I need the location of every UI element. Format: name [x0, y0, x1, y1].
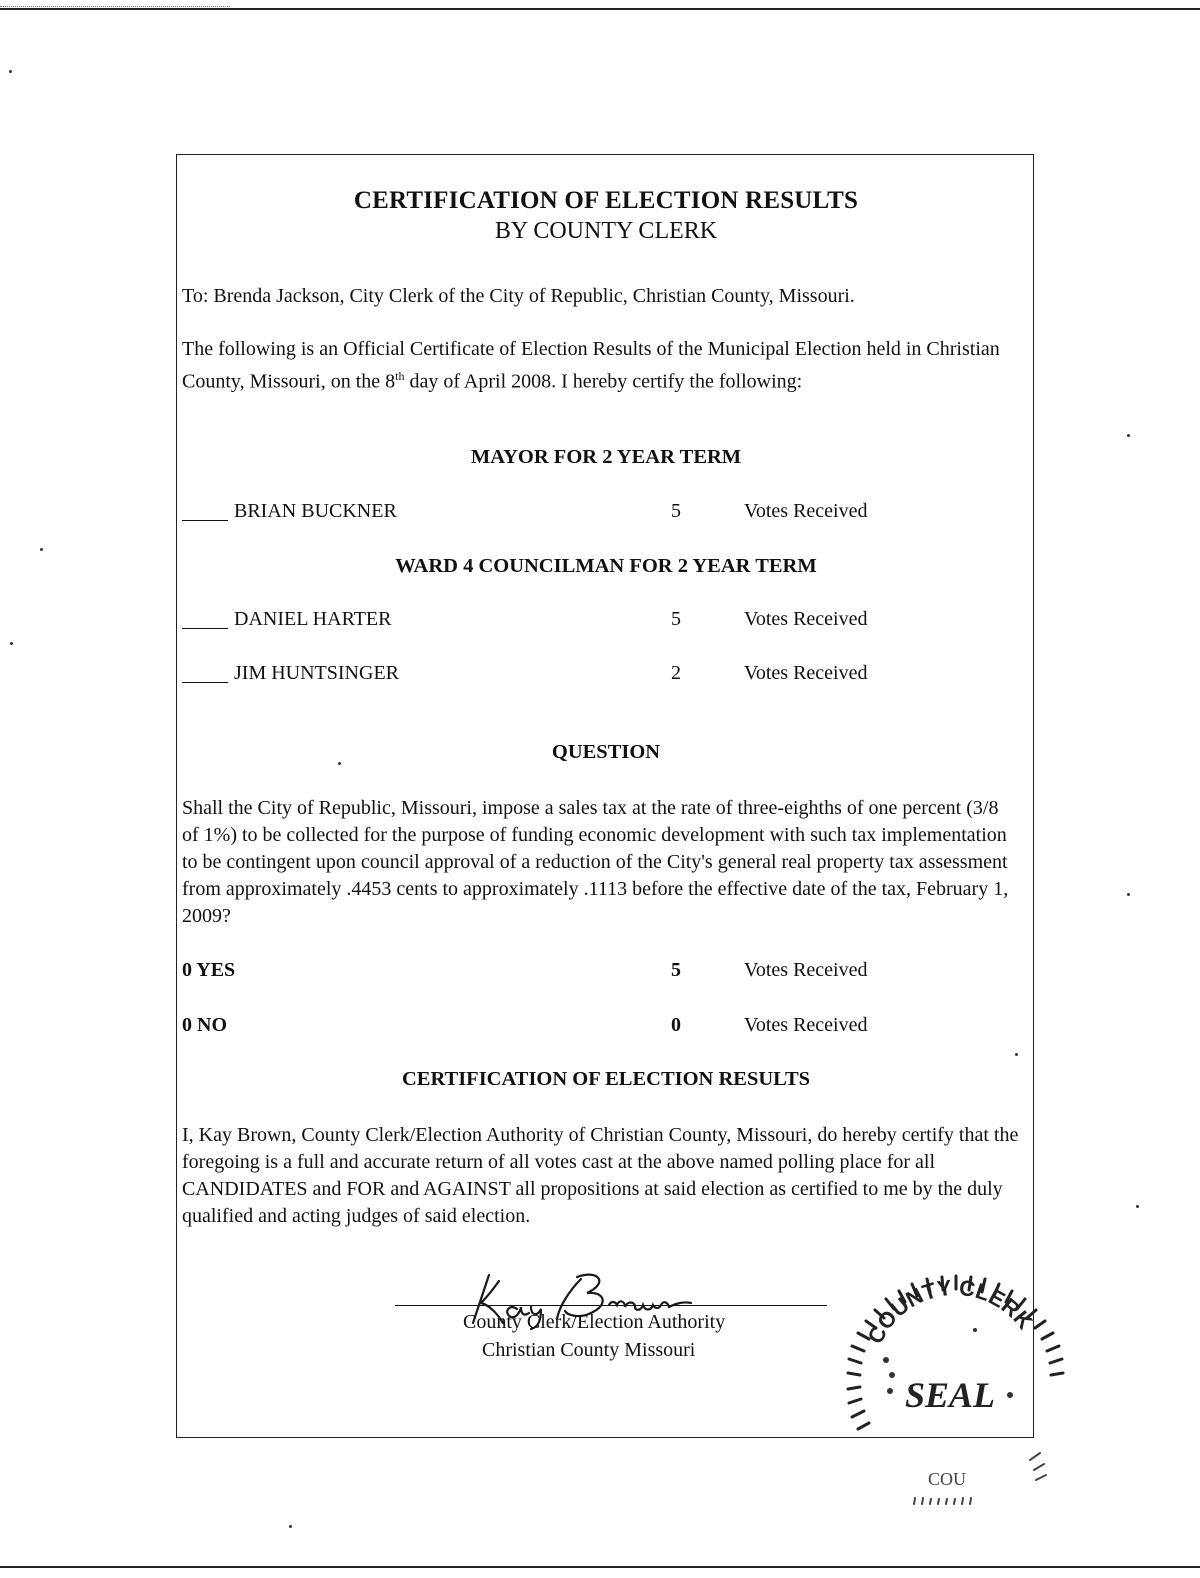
candidate-name: BRIAN BUCKNER [234, 500, 397, 522]
option-votes: 5 [671, 959, 681, 981]
question-heading: QUESTION [551, 741, 661, 763]
scan-speck [338, 762, 341, 765]
candidate-votes: 2 [671, 662, 681, 684]
ward-heading: WARD 4 COUNCILMAN FOR 2 YEAR TERM [395, 555, 817, 577]
scan-speck [1136, 1205, 1139, 1208]
option-votes: 0 [671, 1014, 681, 1036]
votes-received-label: Votes Received [744, 500, 868, 522]
option-row [182, 959, 1022, 987]
scan-speck [1015, 1053, 1018, 1056]
certification-heading: CERTIFICATION OF ELECTION RESULTS [401, 1068, 811, 1090]
candidate-row [182, 500, 1022, 528]
intro-text-end: day of April 2008. I hereby certify the following: [404, 370, 803, 393]
addressee-line: To: Brenda Jackson, City Clerk of the City of Republic, Christian County, Missouri. [182, 285, 855, 307]
scan-speck [40, 548, 43, 551]
page-top-rule [0, 8, 1200, 10]
option-label: 0 YES [182, 959, 236, 981]
certification-paragraph: I, Kay Brown, County Clerk/Election Authority of Christian County, Missouri, do hereby certify that the foregoing is a full and accurate return of all votes cast at the above named polling place for all CANDIDATES and FOR and AGAINST all propositions at said election as certified to me by the duly qualified and acting judges of said election. [182, 1124, 1019, 1227]
vote-blank-line [182, 520, 228, 521]
candidate-row [182, 608, 1022, 636]
vote-blank-line [182, 628, 228, 629]
intro-text-start: The following is an Official Certificate of Election Results of the Municipal Election held in Christian County, Missouri, on the 8 [182, 338, 1000, 393]
document-subtitle: BY COUNTY CLERK [494, 218, 718, 244]
candidate-name: DANIEL HARTER [234, 608, 392, 630]
mayor-heading: MAYOR FOR 2 YEAR TERM [470, 446, 742, 468]
votes-received-label: Votes Received [744, 959, 868, 981]
votes-received-label: Votes Received [744, 662, 868, 684]
option-label: 0 NO [182, 1014, 227, 1036]
candidate-votes: 5 [671, 608, 681, 630]
vote-blank-line [182, 682, 228, 683]
county-clerk-seal [830, 1255, 1080, 1505]
signature-title: County Clerk/Election Authority [463, 1311, 726, 1333]
seal-top-text: COUNTY CLERK [862, 1274, 1038, 1348]
votes-received-label: Votes Received [744, 1014, 868, 1036]
candidate-row [182, 662, 1022, 690]
seal-bottom-text: COU [928, 1469, 967, 1489]
scan-speck [1127, 893, 1130, 896]
scan-header-marks [0, 0, 230, 7]
votes-received-label: Votes Received [744, 608, 868, 630]
page-bottom-rule [0, 1566, 1200, 1568]
intro-superscript: th [395, 368, 405, 383]
scan-speck [289, 1525, 292, 1528]
option-row [182, 1014, 1022, 1042]
scan-speck [9, 70, 12, 73]
candidate-name: JIM HUNTSINGER [234, 662, 399, 684]
candidate-votes: 5 [671, 500, 681, 522]
seal-center-text: SEAL [905, 1375, 996, 1415]
intro-paragraph [182, 336, 1030, 395]
svg-text:COUNTY CLERK [862, 1275, 1037, 1348]
certificate-frame [176, 154, 1034, 1438]
signature-county: Christian County Missouri [482, 1339, 696, 1361]
document-title: CERTIFICATION OF ELECTION RESULTS [353, 187, 859, 214]
question-paragraph: Shall the City of Republic, Missouri, impose a sales tax at the rate of three-eighths of one percent (3/8 of 1%) to be collected for the purpose of funding economic development with such tax implementation to be contingent upon council approval of a reduction of the City's general real property tax assessment from approximately .4453 cents to approximately .1113 before the effective date of the tax, February 1, 2009? [182, 797, 1009, 927]
scan-speck [10, 642, 13, 645]
scan-speck [1127, 434, 1130, 437]
